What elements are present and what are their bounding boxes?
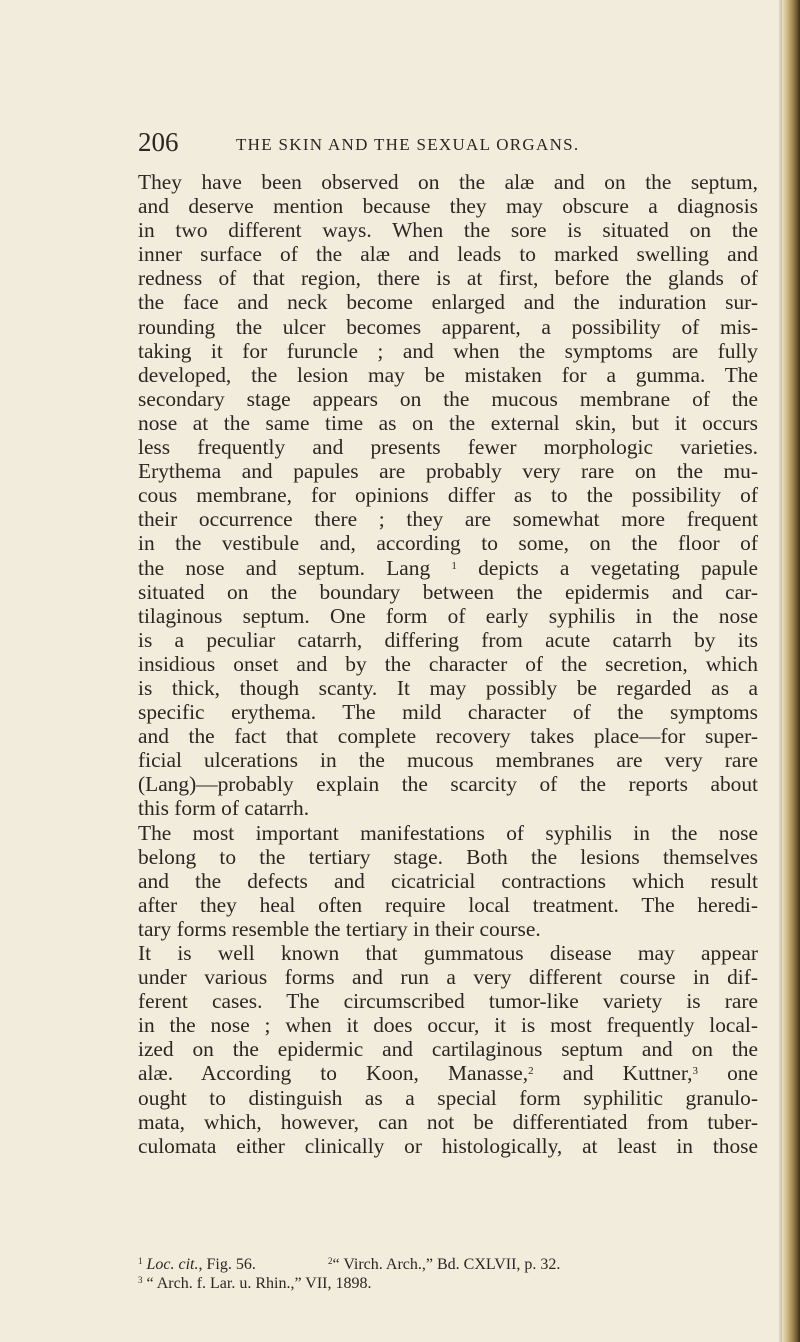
text-line: It is well known that gummatous disease may appear — [138, 941, 758, 965]
text-line: belong to the tertiary stage. Both the lesions themselves — [138, 844, 758, 869]
footnote-row — [138, 1274, 758, 1293]
text-line: developed, the lesion may be mistaken for a gumma. The — [138, 362, 758, 387]
running-head: THE SKIN AND THE SEXUAL ORGANS. — [236, 135, 580, 154]
line-segment: one — [727, 1061, 758, 1086]
line-segment: According to Koon, Manasse, — [200, 1061, 529, 1086]
text-line: and deserve mention because they may obscure a diagnosis — [138, 194, 758, 219]
text-line: They have been observed on the alæ and on the septum, — [138, 170, 758, 194]
text-line: rounding the ulcer becomes apparent, a possibility of mis- — [138, 314, 758, 339]
page-header — [138, 128, 758, 156]
footnote-mark: 3 — [138, 1275, 143, 1285]
text-line: tilaginous septum. One form of early syphilis in the nose — [138, 603, 758, 628]
text-line: ized on the epidermic and cartilaginous septum and on the — [138, 1037, 758, 1062]
text-line: after they heal often require local treatment. The heredi- — [138, 892, 758, 917]
text-line: tary forms resemble the tertiary in their course. — [138, 916, 541, 941]
line-segment: and Kuttner, — [562, 1061, 693, 1086]
text-line: insidious onset and by the character of the secretion, which — [138, 651, 758, 676]
footnote-text: “ Arch. f. Lar. u. Rhin.,” VII, 1898. — [146, 1275, 372, 1292]
footnote-row — [138, 1255, 758, 1274]
text-line: under various forms and run a very different course in dif- — [138, 965, 758, 990]
text-line: is a peculiar catarrh, differing from acute catarrh by its — [138, 627, 758, 652]
text-line: is thick, though scanty. It may possibly be regarded as a — [138, 675, 758, 700]
text-line: nose at the same time as on the external skin, but it occurs — [138, 410, 758, 435]
text-line: culomata either clinically or histologically, at least in those — [138, 1133, 758, 1158]
text-line: the face and neck become enlarged and the induration sur- — [138, 290, 758, 315]
footnote-3 — [138, 1274, 372, 1293]
text-line-with-refs — [138, 1061, 758, 1085]
page-number: 206 — [138, 127, 179, 157]
text-line: situated on the boundary between the epidermis and car- — [138, 579, 758, 604]
text-line: cous membrane, for opinions differ as to the possibility of — [138, 483, 758, 508]
text-line: their occurrence there ; they are somewhat more frequent — [138, 507, 758, 532]
line-segment: alæ. — [138, 1061, 174, 1086]
text-line-with-ref — [138, 556, 758, 580]
line-segment: Lang — [386, 555, 431, 580]
text-line: Erythema and papules are probably very rare on the mu- — [138, 459, 758, 484]
footnote-ref-1: 1 — [451, 559, 457, 572]
footnote-text: “ Virch. Arch.,” Bd. CXLVII, p. 32. — [332, 1256, 561, 1273]
footnote-italic: Loc. cit. — [146, 1256, 199, 1273]
footnote-2 — [328, 1255, 560, 1274]
footnotes — [138, 1255, 758, 1293]
text-line: and the defects and cicatricial contractions which result — [138, 868, 758, 893]
footnote-mark: 2 — [328, 1256, 333, 1266]
line-segment: depicts a vegetating papule — [478, 555, 758, 580]
line-segment: the nose and septum. — [138, 555, 366, 580]
text-line: The most important manifestations of syphilis in the nose — [138, 820, 758, 845]
text-line: less frequently and presents fewer morphologic varieties. — [138, 435, 758, 460]
text-line: this form of catarrh. — [138, 796, 310, 821]
text-line: in the nose ; when it does occur, it is most frequently local- — [138, 1013, 758, 1038]
book-spine — [782, 0, 800, 1342]
footnote-ref-3: 3 — [692, 1065, 699, 1078]
text-line: taking it for furuncle ; and when the symptoms are fully — [138, 338, 758, 363]
text-line: ought to distinguish as a special form syphilitic granulo- — [138, 1085, 758, 1110]
text-line: inner surface of the alæ and leads to marked swelling and — [138, 242, 758, 267]
body-text — [138, 170, 758, 1158]
text-line: in the vestibule and, according to some, on the floor of — [138, 531, 758, 556]
text-line: in two different ways. When the sore is situated on the — [138, 218, 758, 243]
text-line: ficial ulcerations in the mucous membranes are very rare — [138, 748, 758, 773]
footnote-1 — [138, 1255, 256, 1274]
footnote-text: , Fig. 56. — [198, 1256, 256, 1273]
text-line: ferent cases. The circumscribed tumor-like variety is rare — [138, 989, 758, 1014]
text-line: redness of that region, there is at first, before the glands of — [138, 266, 758, 291]
text-line: mata, which, however, can not be differentiated from tuber- — [138, 1109, 758, 1134]
text-line: specific erythema. The mild character of the symptoms — [138, 700, 758, 725]
footnote-ref-2: 2 — [528, 1065, 534, 1078]
footnote-mark: 1 — [138, 1256, 143, 1266]
text-line: (Lang)—probably explain the scarcity of the reports about — [138, 772, 758, 797]
text-line: and the fact that complete recovery takes place—for super- — [138, 724, 758, 749]
text-line: secondary stage appears on the mucous membrane of the — [138, 386, 758, 411]
